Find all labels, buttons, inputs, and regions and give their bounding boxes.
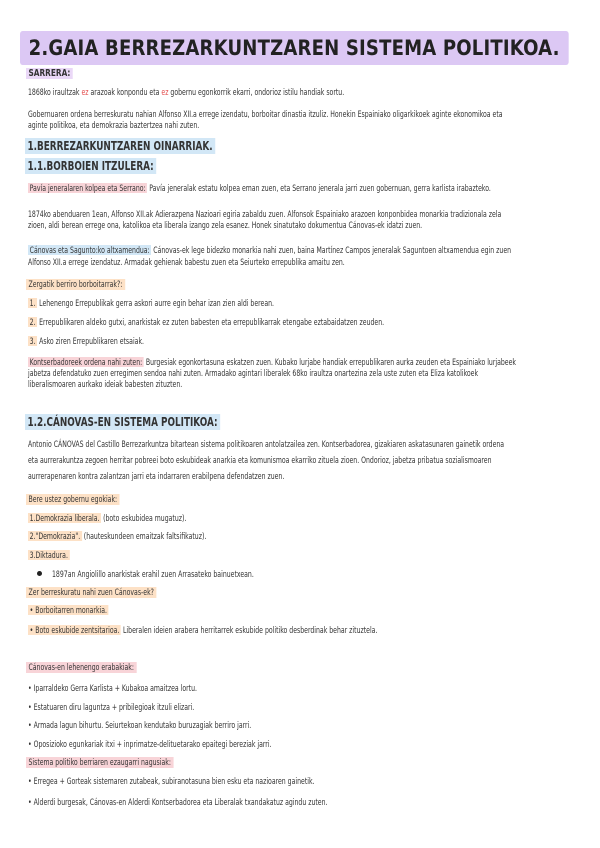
what-item-label: • Boto eskubide zentsitarioa. <box>29 625 120 635</box>
page-title: 2.GAIA BERREZARKUNTZAREN SISTEMA POLITIKOA. <box>20 31 568 65</box>
gov-item <box>28 512 186 524</box>
gov-item-text: (hauteskundeen emaitzak faltsifikatuz). <box>83 531 207 541</box>
reason-item <box>28 297 274 309</box>
system-feature-item: • Erregea + Gorteak sistemaren zutabeak, subiranotasuna bien esku eta nazioaren gainetik. <box>28 776 315 786</box>
what-item <box>28 604 109 616</box>
canovas-intro-l1: Antonio CÁNOVAS del Castillo Berrezarkuntza bitartean sistema politikoaren antolatzailea zen. Kontserbadorea, gizakiaren askatasunaren gainetik ordena <box>28 439 505 449</box>
gov-label: Bere ustez gobernu egokiak: <box>26 494 120 505</box>
what-label: Zer berreskuratu nahi zuen Cánovas-ek? <box>26 587 156 598</box>
p1874-l2: zioen, aldi berean errege ona, katolikoa eta liberala izango zela esanez. Honek sinatutako dokumentua Cánovas-ek idatzi zuen. <box>28 220 423 230</box>
canovas-text-l2: Alfonso XII.a errege izendatuz. Armadak gehienak babestu zuen eta Seiurteko errepublika amaitu zen. <box>28 257 345 267</box>
gov-item-label: 1.Demokrazia liberala. <box>29 513 100 523</box>
system-feature-item: • Alderdi burgesak, Cánovas-en Alderdi Kontserbadorea eta Liberalak txandakatuz agindu zuten. <box>28 797 328 807</box>
pavia-text: Pavía jeneralak estatu kolpea eman zuen, eta Serrano jenerala jarri zuen gobernuan, gerra karlista irabazteko. <box>149 183 491 193</box>
reason-item <box>28 335 144 347</box>
kontser-l3: liberalismoaren aurkako ideiak babesten zituzten. <box>28 379 183 389</box>
pavia-label: Pavía jeneralaren kolpea eta Serrano: <box>29 183 146 193</box>
first-decision-item: • Oposizioko egunkariak itxi + inprimatze-delituetarako epaitegi bereziak jarri. <box>28 739 272 749</box>
what-item-label: • Borboitarren monarkia. <box>29 605 108 615</box>
gov-item <box>28 530 206 542</box>
canovas-text-l1: Cánovas-ek lege bidezko monarkia nahi zuen, baina Martínez Campos jeneralak Saguntoen altxamendua egin zuen <box>153 245 512 255</box>
p1874-l1: 1874ko abenduaren 1ean, Alfonso XII.ak Adierazpena Nazioari egiria zabaldu zuen. Alfonsok Espainiako arazoen konponbidea monarkia tradizionala zela <box>28 209 502 219</box>
system-features-label: Sistema politiko berriaren ezaugarri nagusiak: <box>26 757 173 768</box>
first-decision-item: • Iparraldeko Gerra Karlista + Kubakoa amaitzea lortu. <box>28 683 197 693</box>
gov-item-label: 2."Demokrazia". <box>29 531 81 541</box>
section1-sub-heading: 1.1.BORBOIEN ITZULERA: <box>25 158 156 174</box>
sarrera-line1-c: gobernu egonkorrik ekarri, ondorioz istilu handiak sortu. <box>170 87 345 97</box>
red-marker: ez <box>161 87 169 97</box>
why-label: Zergatik berriro borboitarrak?: <box>26 279 125 290</box>
reason-item <box>28 316 384 328</box>
sarrera-line1 <box>28 86 344 98</box>
sarrera-line1-b: arazoak konpondu eta <box>90 87 160 97</box>
first-decision-item: • Armada lagun bihurtu. Seiurtekoan kendutako buruzagiak berriro jarri. <box>28 720 252 730</box>
sarrera-para2-l2: aginte politikoa, eta demokrazia baztertzea nahi zuten. <box>28 120 200 130</box>
first-decision-item: • Estatuaren diru laguntza + pribilegioak itzuli elizari. <box>28 702 195 712</box>
bullet-icon <box>37 571 42 576</box>
gov-item <box>28 549 70 561</box>
kontser-l2: jabetza defendatuko zuen erregimen sendoa nahi zuten. Armadako agintari liberalek 68ko iraultza onartezina zela uste zuten eta Eliza katolikoek <box>28 368 479 378</box>
pavia-paragraph <box>28 182 491 194</box>
kontser-label: Kontserbadoreek ordena nahi zuten: <box>29 357 143 367</box>
reason-text: Asko ziren Errepublikaren etsaiak. <box>39 336 144 346</box>
canovas-paragraph <box>28 244 511 256</box>
reason-number: 3. <box>29 336 36 346</box>
kontser-text-l1: Burgesiak egonkortasuna eskatzen zuen. Kubako lurjabe handiak errepublikaren aurka zeuden eta Espainiako lurjabeek <box>145 357 516 367</box>
reason-number: 1. <box>29 298 36 308</box>
canovas-intro-l3: aurrerapenaren kontra zalantzan jarri eta indarraren erabilpena defendatzen zuen. <box>28 471 285 481</box>
what-item-text: Liberalen ideien arabera herritarrek eskubide politiko desberdinak behar zituztela. <box>122 625 378 635</box>
section1-heading: 1.BERREZARKUNTZAREN OINARRIAK. <box>25 138 215 154</box>
red-marker: ez <box>81 87 89 97</box>
section2-heading: 1.2.CÁNOVAS-EN SISTEMA POLITIKOA: <box>25 414 220 430</box>
bullet-1897: 1897an Angiolillo anarkistak erahil zuen Arrasateko bainuetxean. <box>52 569 254 579</box>
gov-item-text: (boto eskubidea mugatuz). <box>103 513 187 523</box>
reason-text: Errepublikaren aldeko gutxi, anarkistak ez zuten babesten eta errepublikarrak etengabe eztabaidatzen zeuden. <box>39 317 385 327</box>
sarrera-line1-a: 1868ko iraultzak <box>28 87 80 97</box>
canovas-label: Cánovas eta Sagunto:ko altxamendua: <box>29 245 150 255</box>
what-item <box>28 624 377 636</box>
canovas-intro-l2: eta aurrerakuntza zegoen herritar pobreei boto eskubideak anarkia eta komunismoa ekarriko zituela zioen. Ondorioz, jabetza pribatua sozialismoaren <box>28 455 492 465</box>
reason-number: 2. <box>29 317 36 327</box>
sarrera-para2-l1: Gobernuaren ordena berreskuratu nahian Alfonso XII.a errege izendatu, borboitar dinastia itzuliz. Honekin Espainiako oligarkikoek aginte ekonomikoa eta <box>28 109 503 119</box>
gov-item-label: 3.Diktadura. <box>29 550 68 560</box>
sarrera-heading: SARRERA: <box>26 68 73 79</box>
first-decisions-label: Cánovas-en lehenengo erabakiak: <box>26 662 136 673</box>
reason-text: Lehenengo Errepublikak gerra askori aurre egin behar izan zien aldi berean. <box>39 298 275 308</box>
